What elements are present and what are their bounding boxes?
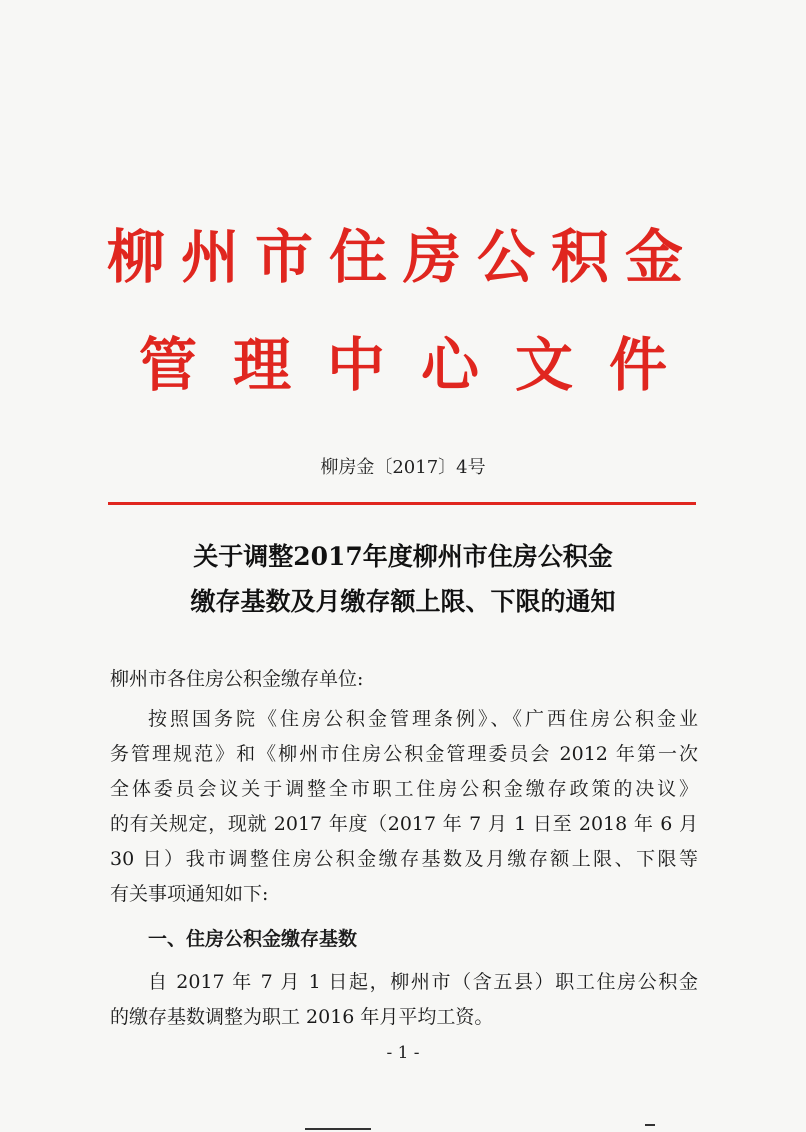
paragraph-line: 有关事项通知如下: (110, 883, 269, 905)
paragraph-line: 务管理规范》和《柳州市住房公积金管理委员会 2012 年第一次 (110, 743, 698, 765)
paragraph-line: 全体委员会议关于调整全市职工住房公积金缴存政策的决议》 (110, 778, 698, 800)
paragraph-line: 的缴存基数调整为职工 2016 年月平均工资。 (110, 1006, 494, 1028)
issuer-header-line-2: 管理中心文件 (138, 331, 703, 399)
red-divider-line (108, 502, 696, 505)
issuer-header-line-1: 柳州市住房公积金 (106, 223, 699, 291)
document-number: 柳房金〔2017〕4号 (320, 457, 486, 478)
notice-title-line-1: 关于调整2017年度柳州市住房公积金 (193, 542, 613, 571)
paragraph-line: 的有关规定，现就 2017 年度（2017 年 7 月 1 日至 2018 年 6 月 (110, 813, 698, 835)
scan-artifact-mark (645, 1124, 655, 1126)
page-number: - 1 - (386, 1043, 420, 1063)
paragraph-line: 按照国务院《住房公积金管理条例》、《广西住房公积金业 (148, 708, 698, 730)
paragraph-line: 30 日）我市调整住房公积金缴存基数及月缴存额上限、下限等 (110, 848, 698, 870)
salutation: 柳州市各住房公积金缴存单位: (110, 668, 364, 690)
notice-title-line-2: 缴存基数及月缴存额上限、下限的通知 (190, 587, 616, 616)
paragraph-line: 自 2017 年 7 月 1 日起，柳州市（含五县）职工住房公积金 (148, 971, 698, 993)
section-heading: 一、住房公积金缴存基数 (148, 928, 358, 950)
scan-artifact-mark (305, 1128, 371, 1130)
